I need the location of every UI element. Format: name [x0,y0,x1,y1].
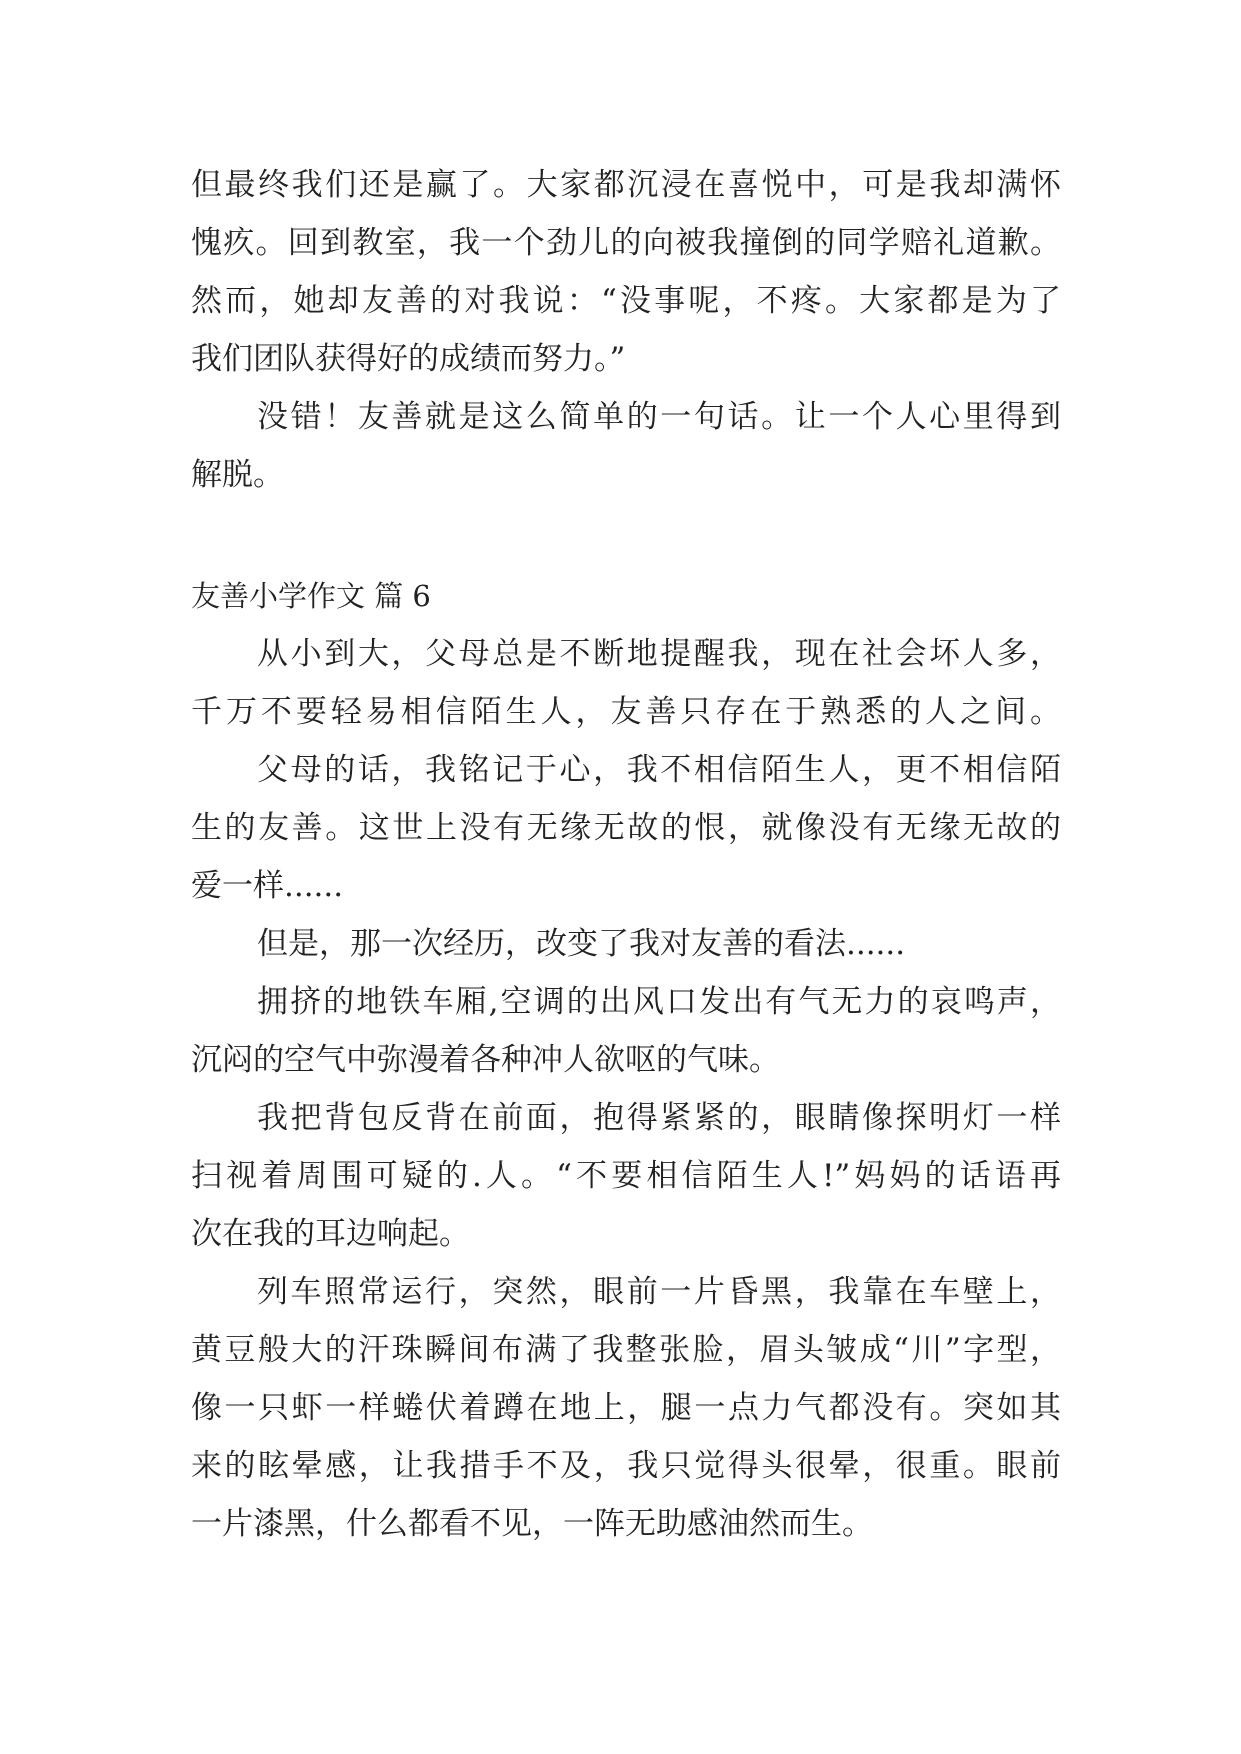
text-line: 黄豆般大的汗珠瞬间布满了我整张脸，眉头皱成“川”字型， [191,1332,1061,1368]
text-line: 从小到大，父母总是不断地提醒我，现在社会坏人多， [257,636,1061,672]
text-line: 解脱。 [191,457,284,493]
text-line: 来的眩晕感，让我措手不及，我只觉得头很晕，很重。眼前 [191,1448,1061,1484]
paragraph-block-top [191,156,1061,504]
text-line: 然而，她却友善的对我说：“没事呢，不疼。大家都是为了 [191,283,1061,319]
text-line: 扫视着周围可疑的.人。“不要相信陌生人!”妈妈的话语再 [191,1158,1061,1194]
text-line: 我把背包反背在前面，抱得紧紧的，眼睛像探明灯一样 [257,1100,1061,1136]
text-line: 列车照常运行，突然，眼前一片昏黑，我靠在车壁上， [257,1274,1061,1310]
text-line: 爱一样...... [191,868,344,904]
text-line: 没错！友善就是这么简单的一句话。让一个人心里得到 [257,399,1061,435]
text-line: 次在我的耳边响起。 [191,1216,470,1252]
text-line: 生的友善。这世上没有无缘无故的恨，就像没有无缘无故的 [191,810,1061,846]
text-line: 像一只虾一样蜷伏着蹲在地上，腿一点力气都没有。突如其 [191,1390,1061,1426]
text-line: 拥挤的地铁车厢,空调的出风口发出有气无力的哀鸣声， [257,984,1061,1020]
text-line: 我们团队获得好的成绩而努力。” [191,341,626,377]
text-line: 但最终我们还是赢了。大家都沉浸在喜悦中，可是我却满怀 [191,167,1061,203]
text-line: 但是，那一次经历，改变了我对友善的看法...... [257,926,906,962]
section-title: 友善小学作文 篇 6 [191,579,431,613]
text-line: 愧疚。回到教室，我一个劲儿的向被我撞倒的同学赔礼道歉。 [191,225,1061,261]
text-line: 千万不要轻易相信陌生人，友善只存在于熟悉的人之间。 [191,694,1061,730]
text-line: 父母的话，我铭记于心，我不相信陌生人，更不相信陌 [257,752,1061,788]
text-line: 一片漆黑，什么都看不见，一阵无助感油然而生。 [191,1506,873,1542]
paragraph-block-main [191,625,1061,1553]
text-line: 沉闷的空气中弥漫着各种冲人欲呕的气味。 [191,1042,780,1078]
